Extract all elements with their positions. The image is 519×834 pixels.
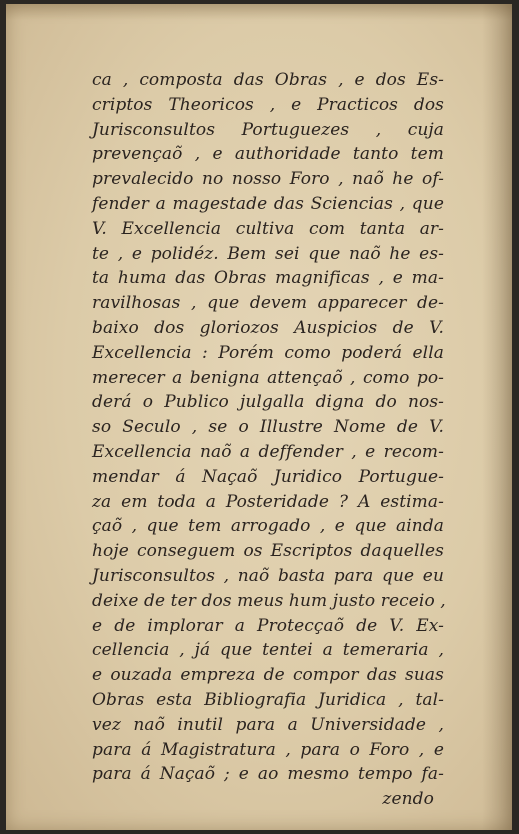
page-gutter-shadow: [482, 4, 512, 830]
text-line: para á Magistratura , para o Foro , e: [92, 739, 444, 760]
text-line: Obras esta Bibliografia Juridica , tal-: [92, 689, 444, 710]
text-line: Excellencia naõ a deffender , e recom-: [92, 441, 444, 462]
text-line: prevalecido no nosso Foro , naõ he of-: [92, 169, 444, 190]
text-line: V. Excellencia cultiva com tanta ar-: [92, 218, 444, 239]
text-line: çaõ , que tem arrogado , e que ainda: [92, 516, 444, 537]
catchword: zendo: [382, 789, 434, 810]
text-line: baixo dos gloriozos Auspicios de V.: [92, 317, 444, 338]
page-edge-stain: [6, 4, 512, 20]
text-line: Excellencia : Porém como poderá ella: [92, 342, 444, 363]
text-line: mendar á Naçaõ Juridico Portugue-: [92, 466, 444, 487]
text-line: merecer a benigna attençaõ , como po-: [92, 367, 444, 388]
text-line: vez naõ inutil para a Universidade ,: [92, 714, 444, 735]
text-line: e de implorar a Protecçaõ de V. Ex-: [92, 615, 444, 636]
text-line: te , e polidéz. Bem sei que naõ he es-: [92, 243, 444, 264]
text-line: e ouzada empreza de compor das suas: [92, 665, 444, 686]
text-line: hoje conseguem os Escriptos daquelles: [92, 541, 444, 562]
text-line: fender a magestade das Sciencias , que: [92, 193, 444, 214]
text-line: ca , composta das Obras , e dos Es-: [92, 70, 444, 90]
text-line: criptos Theoricos , e Practicos dos: [92, 94, 444, 115]
text-line: Jurisconsultos , naõ basta para que eu: [92, 565, 444, 586]
body-text: [92, 68, 444, 812]
text-line: za em toda a Posteridade ? A estima-: [92, 491, 444, 512]
text-line: prevençaõ , e authoridade tanto tem: [92, 144, 444, 165]
text-line: so Seculo , se o Illustre Nome de V.: [92, 417, 444, 438]
text-line: ravilhosas , que devem apparecer de-: [92, 293, 444, 314]
book-page: [6, 4, 512, 830]
text-line: derá o Publico julgalla digna do nos-: [92, 392, 444, 413]
text-line: Jurisconsultos Portuguezes , cuja: [92, 119, 444, 140]
text-line: para á Naçaõ ; e ao mesmo tempo fa-: [92, 764, 444, 785]
text-line: deixe de ter dos meus hum justo receio ,: [92, 590, 446, 611]
text-line: cellencia , já que tentei a temeraria ,: [92, 640, 444, 661]
text-line: ta huma das Obras magnificas , e ma-: [92, 268, 444, 289]
